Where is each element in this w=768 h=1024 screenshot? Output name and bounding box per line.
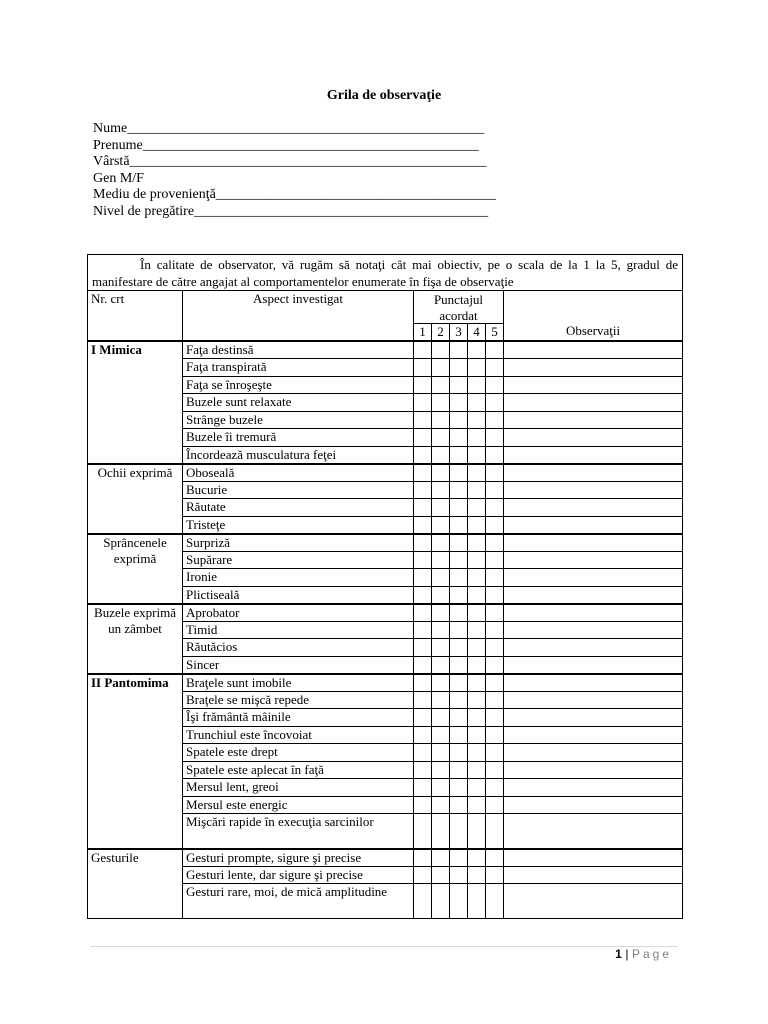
score-cell-2[interactable] [432,604,450,622]
score-cell-2[interactable] [432,499,450,517]
field-label: Prenume [93,137,143,153]
score-cell-4[interactable] [468,814,486,849]
aspect-item: Oboseală [183,464,414,482]
score-cell-2[interactable] [432,814,450,849]
score-cell-4[interactable] [468,674,486,692]
score-cell-2[interactable] [432,376,450,394]
score-cell-4[interactable] [468,709,486,727]
score-cell-1[interactable] [414,796,432,814]
observation-grid [87,254,683,919]
score-cell-5[interactable] [486,551,504,569]
aspect-item: Plictiseală [183,586,414,604]
score-cell-4[interactable] [468,551,486,569]
aspect-item: Braţele sunt imobile [183,674,414,692]
score-cell-5[interactable] [486,359,504,377]
score-cell-4[interactable] [468,464,486,482]
table-row [88,341,683,359]
observation-cell[interactable] [504,341,683,359]
score-cell-2[interactable] [432,481,450,499]
aspect-item: Gesturi rare, moi, de mică amplitudine [183,884,414,919]
field-name [93,121,496,138]
observation-cell[interactable] [504,411,683,429]
observation-cell[interactable] [504,481,683,499]
aspect-item: Gesturi lente, dar sigure şi precise [183,866,414,884]
field-label: Nivel de pregătire [93,203,195,219]
score-cell-3[interactable] [450,586,468,604]
observation-cell[interactable] [504,744,683,762]
score-cell-1[interactable] [414,569,432,587]
score-cell-3[interactable] [450,796,468,814]
score-cell-4[interactable] [468,726,486,744]
aspect-item: Spatele este aplecat în faţă [183,761,414,779]
respondent-fields [93,121,496,221]
score-cell-5[interactable] [486,516,504,534]
score-cell-2[interactable] [432,709,450,727]
score-cell-5[interactable] [486,709,504,727]
score-cell-3[interactable] [450,464,468,482]
score-cell-3[interactable] [450,621,468,639]
page-word: Page [631,947,672,961]
observation-cell[interactable] [504,534,683,552]
score-cell-2[interactable] [432,656,450,674]
intro-text: În calitate de observator, vă rugăm să notaţi cât mai obiectiv, pe o scala de la 1 la 5, gradul de manifestare de către angajat al comportamentelor enumerate în fişa de observaţie [92,257,679,289]
score-cell-3[interactable] [450,884,468,919]
score-cell-3[interactable] [450,359,468,377]
score-cell-3[interactable] [450,341,468,359]
score-cell-2[interactable] [432,569,450,587]
score-cell-1[interactable] [414,481,432,499]
score-cell-4[interactable] [468,429,486,447]
scale-4: 4 [468,324,486,342]
header-row [88,291,683,324]
aspect-item: Strânge buzele [183,411,414,429]
category-label: I Mimica [88,341,183,464]
score-cell-3[interactable] [450,499,468,517]
aspect-item: Răutăcios [183,639,414,657]
score-cell-4[interactable] [468,359,486,377]
score-cell-4[interactable] [468,341,486,359]
score-cell-5[interactable] [486,866,504,884]
observation-cell[interactable] [504,516,683,534]
page-footer [615,947,672,961]
score-cell-5[interactable] [486,429,504,447]
field-label: Gen M/F [93,170,144,186]
score-cell-3[interactable] [450,709,468,727]
score-cell-1[interactable] [414,359,432,377]
score-cell-1[interactable] [414,814,432,849]
score-cell-2[interactable] [432,394,450,412]
score-cell-4[interactable] [468,656,486,674]
score-cell-5[interactable] [486,884,504,919]
score-cell-1[interactable] [414,744,432,762]
category-label: Sprâncenele exprimă [88,534,183,604]
header-nr: Nr. crt [88,291,183,342]
score-cell-2[interactable] [432,464,450,482]
score-cell-1[interactable] [414,516,432,534]
table-row [88,534,683,552]
score-cell-4[interactable] [468,446,486,464]
aspect-item: Aprobator [183,604,414,622]
field-label: Nume [93,121,128,136]
score-cell-4[interactable] [468,499,486,517]
score-cell-1[interactable] [414,656,432,674]
observation-cell[interactable] [504,464,683,482]
score-cell-1[interactable] [414,446,432,464]
header-observations: Observaţii [504,291,683,342]
observation-cell[interactable] [504,674,683,692]
score-cell-4[interactable] [468,411,486,429]
field-label: Vârstă [93,154,130,170]
score-cell-4[interactable] [468,796,486,814]
score-cell-5[interactable] [486,814,504,849]
aspect-item: Buzele sunt relaxate [183,394,414,412]
score-cell-1[interactable] [414,849,432,867]
score-cell-1[interactable] [414,604,432,622]
score-cell-3[interactable] [450,814,468,849]
score-cell-1[interactable] [414,726,432,744]
category-label: Ochii exprimă [88,464,183,534]
score-cell-3[interactable] [450,411,468,429]
score-cell-3[interactable] [450,394,468,412]
category-label: Buzele exprimă un zâmbet [88,604,183,674]
score-cell-5[interactable] [486,796,504,814]
observation-cell[interactable] [504,394,683,412]
score-cell-1[interactable] [414,639,432,657]
score-cell-3[interactable] [450,481,468,499]
score-cell-5[interactable] [486,761,504,779]
score-cell-3[interactable] [450,534,468,552]
score-cell-1[interactable] [414,464,432,482]
score-cell-5[interactable] [486,534,504,552]
score-cell-1[interactable] [414,866,432,884]
score-cell-2[interactable] [432,516,450,534]
aspect-item: Surpriză [183,534,414,552]
observation-cell[interactable] [504,569,683,587]
score-cell-2[interactable] [432,779,450,797]
aspect-item: Îşi frământă mâinile [183,709,414,727]
table-row [88,604,683,622]
score-cell-1[interactable] [414,779,432,797]
score-cell-1[interactable] [414,586,432,604]
aspect-item: Supărare [183,551,414,569]
score-cell-2[interactable] [432,534,450,552]
score-cell-5[interactable] [486,499,504,517]
score-cell-1[interactable] [414,411,432,429]
score-cell-1[interactable] [414,674,432,692]
score-cell-4[interactable] [468,481,486,499]
score-cell-2[interactable] [432,446,450,464]
score-cell-3[interactable] [450,674,468,692]
aspect-item: Timid [183,621,414,639]
table-row [88,464,683,482]
score-cell-4[interactable] [468,761,486,779]
score-cell-2[interactable] [432,586,450,604]
score-cell-4[interactable] [468,866,486,884]
score-cell-5[interactable] [486,376,504,394]
observation-cell[interactable] [504,446,683,464]
scale-5: 5 [486,324,504,342]
score-cell-1[interactable] [414,691,432,709]
score-cell-4[interactable] [468,621,486,639]
observation-cell[interactable] [504,884,683,919]
scale-1: 1 [414,324,432,342]
score-cell-5[interactable] [486,691,504,709]
observation-cell[interactable] [504,359,683,377]
observation-cell[interactable] [504,604,683,622]
score-cell-5[interactable] [486,674,504,692]
score-cell-3[interactable] [450,779,468,797]
observation-cell[interactable] [504,726,683,744]
score-cell-5[interactable] [486,481,504,499]
score-cell-1[interactable] [414,761,432,779]
observation-cell[interactable] [504,796,683,814]
score-cell-4[interactable] [468,691,486,709]
score-cell-4[interactable] [468,534,486,552]
score-cell-2[interactable] [432,884,450,919]
aspect-item: Buzele îi tremură [183,429,414,447]
observation-cell[interactable] [504,849,683,867]
score-cell-5[interactable] [486,621,504,639]
score-cell-2[interactable] [432,796,450,814]
score-cell-3[interactable] [450,726,468,744]
score-cell-1[interactable] [414,709,432,727]
score-cell-5[interactable] [486,341,504,359]
score-cell-3[interactable] [450,849,468,867]
field-line: __________________________________________ [194,203,489,219]
score-cell-4[interactable] [468,779,486,797]
score-cell-5[interactable] [486,779,504,797]
score-cell-4[interactable] [468,849,486,867]
score-cell-1[interactable] [414,551,432,569]
observation-cell[interactable] [504,691,683,709]
observation-cell[interactable] [504,429,683,447]
score-cell-3[interactable] [450,761,468,779]
score-cell-2[interactable] [432,551,450,569]
category-label: II Pantomima [88,674,183,849]
score-cell-5[interactable] [486,411,504,429]
score-cell-2[interactable] [432,744,450,762]
score-cell-5[interactable] [486,726,504,744]
aspect-item: Mersul lent, greoi [183,779,414,797]
observation-cell[interactable] [504,866,683,884]
observation-cell[interactable] [504,551,683,569]
aspect-item: Sincer [183,656,414,674]
observation-cell[interactable] [504,761,683,779]
intro-row [88,255,683,291]
score-cell-3[interactable] [450,604,468,622]
aspect-item: Faţa transpirată [183,359,414,377]
header-aspect: Aspect investigat [183,291,414,342]
aspect-item: Faţa destinsă [183,341,414,359]
score-cell-1[interactable] [414,394,432,412]
aspect-item: Ironie [183,569,414,587]
field-line: ________________________________________________ [142,137,479,153]
intro-text-cell [88,255,683,291]
score-cell-3[interactable] [450,744,468,762]
score-cell-2[interactable] [432,341,450,359]
scale-3: 3 [450,324,468,342]
scale-2: 2 [432,324,450,342]
score-cell-3[interactable] [450,446,468,464]
score-cell-2[interactable] [432,639,450,657]
score-cell-5[interactable] [486,464,504,482]
score-cell-4[interactable] [468,569,486,587]
page-title: Grila de observaţie [326,88,442,103]
footer-separator: | [625,947,629,961]
aspect-item: Spatele este drept [183,744,414,762]
score-cell-4[interactable] [468,586,486,604]
score-cell-5[interactable] [486,849,504,867]
score-cell-4[interactable] [468,744,486,762]
aspect-item: Răutate [183,499,414,517]
footer-divider [90,946,678,947]
score-cell-1[interactable] [414,884,432,919]
aspect-item: Mişcări rapide în execuţia sarcinilor [183,814,414,849]
score-cell-1[interactable] [414,621,432,639]
category-label: Gesturile [88,849,183,919]
aspect-item: Bucurie [183,481,414,499]
score-cell-4[interactable] [468,394,486,412]
score-cell-1[interactable] [414,341,432,359]
page-number: 1 [615,947,623,961]
field-line: ___________________________________________________ [127,121,485,136]
score-cell-5[interactable] [486,569,504,587]
score-cell-3[interactable] [450,866,468,884]
score-cell-4[interactable] [468,516,486,534]
score-cell-4[interactable] [468,884,486,919]
score-cell-1[interactable] [414,499,432,517]
field-background [93,187,496,204]
score-cell-2[interactable] [432,621,450,639]
field-surname [93,138,496,155]
score-cell-3[interactable] [450,691,468,709]
aspect-item: Tristeţe [183,516,414,534]
score-cell-4[interactable] [468,376,486,394]
score-cell-1[interactable] [414,534,432,552]
score-cell-1[interactable] [414,429,432,447]
observation-cell[interactable] [504,586,683,604]
score-cell-1[interactable] [414,376,432,394]
field-label: Mediu de provenienţă [93,187,216,203]
aspect-item: Braţele se mişcă repede [183,691,414,709]
score-cell-5[interactable] [486,604,504,622]
score-cell-5[interactable] [486,586,504,604]
score-cell-2[interactable] [432,849,450,867]
observation-cell[interactable] [504,376,683,394]
score-cell-5[interactable] [486,446,504,464]
score-cell-3[interactable] [450,376,468,394]
aspect-item: Mersul este energic [183,796,414,814]
observation-cell[interactable] [504,656,683,674]
score-cell-3[interactable] [450,656,468,674]
observation-cell[interactable] [504,709,683,727]
observation-cell[interactable] [504,621,683,639]
field-education [93,204,496,221]
score-cell-2[interactable] [432,411,450,429]
table-row [88,849,683,867]
observation-cell[interactable] [504,499,683,517]
aspect-item: Trunchiul este încovoiat [183,726,414,744]
score-cell-5[interactable] [486,639,504,657]
observation-cell[interactable] [504,779,683,797]
aspect-item: Gesturi prompte, sigure şi precise [183,849,414,867]
score-cell-3[interactable] [450,429,468,447]
score-cell-3[interactable] [450,569,468,587]
score-cell-3[interactable] [450,551,468,569]
field-line: ________________________________________ [215,187,496,203]
score-cell-2[interactable] [432,866,450,884]
score-cell-2[interactable] [432,761,450,779]
score-cell-5[interactable] [486,656,504,674]
score-cell-4[interactable] [468,639,486,657]
score-cell-5[interactable] [486,394,504,412]
score-cell-2[interactable] [432,726,450,744]
score-cell-3[interactable] [450,639,468,657]
score-cell-4[interactable] [468,604,486,622]
observation-cell[interactable] [504,814,683,849]
score-cell-3[interactable] [450,516,468,534]
header-score: Punctajul acordat [414,291,504,324]
observation-cell[interactable] [504,639,683,657]
table-row [88,674,683,692]
score-cell-5[interactable] [486,744,504,762]
field-gender [93,171,496,188]
score-cell-2[interactable] [432,359,450,377]
field-age [93,154,496,171]
score-cell-2[interactable] [432,691,450,709]
score-cell-2[interactable] [432,429,450,447]
score-cell-2[interactable] [432,674,450,692]
aspect-item: Încordează musculatura feţei [183,446,414,464]
aspect-item: Faţa se înroşeşte [183,376,414,394]
field-line: ___________________________________________________ [129,154,487,170]
